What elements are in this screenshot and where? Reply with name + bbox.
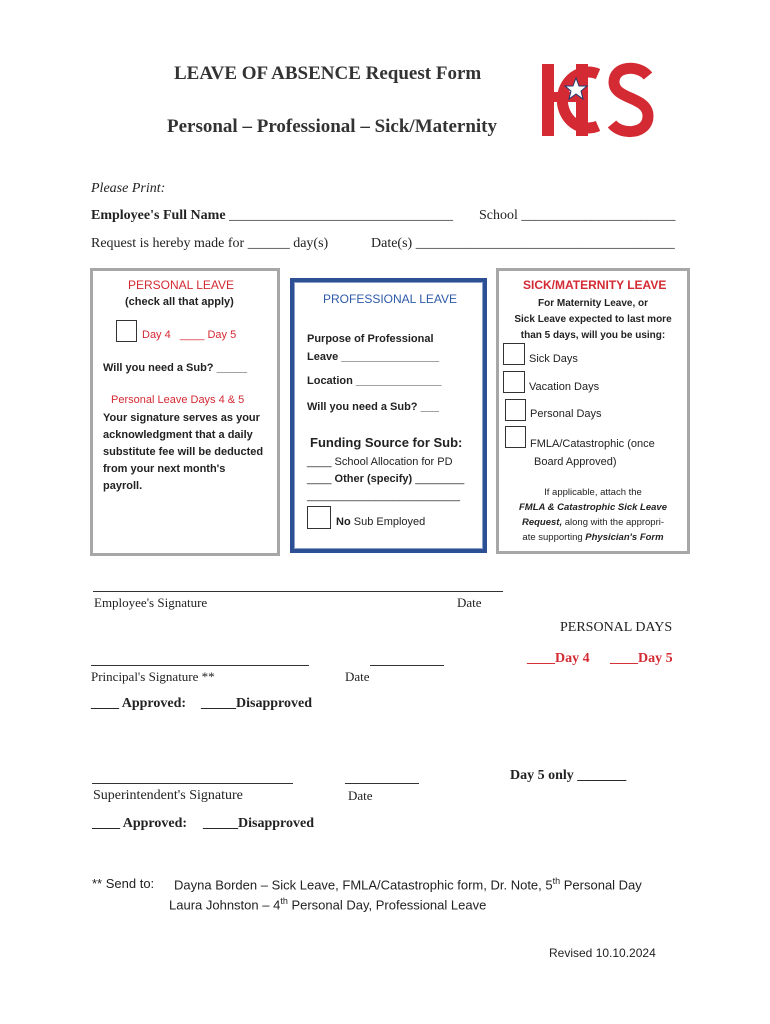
- other-line: ________: [415, 473, 465, 485]
- superintendent-signature-label: Superintendent's Signature: [93, 788, 243, 803]
- super-disapproved-field[interactable]: [203, 816, 314, 832]
- check-all-label: (check all that apply): [125, 296, 234, 308]
- body-line: substitute fee will be deducted: [103, 446, 264, 458]
- superintendent-signature-line[interactable]: [92, 783, 293, 784]
- personal-days-title: Personal Leave Days 4 & 5: [111, 394, 245, 406]
- funding-options: [307, 454, 464, 505]
- vacation-days-label: Vacation Days: [529, 381, 600, 393]
- sick-leave-title: SICK/MATERNITY LEAVE: [523, 278, 667, 292]
- sick-days-label: Sick Days: [529, 353, 578, 365]
- principal-date-line[interactable]: [370, 665, 444, 666]
- personal-days-heading: PERSONAL DAYS: [560, 620, 673, 635]
- approved-blank: ____: [91, 696, 119, 711]
- day5-field[interactable]: ____: [179, 329, 205, 341]
- request-row: [91, 236, 328, 252]
- pd-day5-field[interactable]: [610, 651, 673, 667]
- sick-days-checkbox[interactable]: [503, 343, 525, 365]
- note-line: FMLA & Catastrophic Sick Leave: [519, 502, 667, 513]
- body-line: payroll.: [103, 480, 143, 492]
- body-line: acknowledgment that a daily: [103, 429, 253, 441]
- disapproved-label: Disapproved: [238, 816, 314, 831]
- fmla-note: [499, 485, 687, 545]
- purpose-line: Leave ________________: [307, 351, 440, 363]
- intro-line: For Maternity Leave, or: [537, 298, 649, 309]
- other-field[interactable]: [307, 471, 464, 488]
- superintendent-date-line[interactable]: [345, 783, 419, 784]
- purpose-line: Purpose of Professional: [307, 333, 434, 345]
- no-sub-checkbox[interactable]: [307, 506, 331, 529]
- dates-field[interactable]: _____________________________________: [415, 236, 675, 251]
- employee-name-row: [91, 208, 453, 224]
- days-label: day(s): [293, 236, 329, 251]
- form-subtitle: Personal – Professional – Sick/Maternity: [167, 116, 498, 137]
- approved-label: Approved:: [121, 696, 187, 711]
- professional-need-sub[interactable]: Will you need a Sub? ___: [307, 401, 439, 413]
- day4-checkbox[interactable]: [116, 320, 137, 342]
- principal-signature-label: Principal's Signature **: [91, 669, 215, 684]
- please-print-label: Please Print:: [91, 181, 166, 196]
- funding-title: Funding Source for Sub:: [310, 435, 463, 450]
- no-label: No: [336, 516, 351, 528]
- vacation-days-checkbox[interactable]: [503, 371, 525, 393]
- other-label: Other (specify): [334, 473, 413, 485]
- personal-leave-title: PERSONAL LEAVE: [128, 278, 235, 292]
- disapproved-blank: _____: [203, 816, 238, 831]
- request-label: Request is hereby made for: [91, 236, 245, 251]
- send-to-line1: Dayna Borden – Sick Leave, FMLA/Catastrophic form, Dr. Note, 5th Personal Day: [174, 876, 642, 893]
- day5-label: Day 5: [207, 329, 237, 341]
- pd-day4-label: Day 4: [555, 651, 590, 666]
- employee-signature-line[interactable]: [93, 591, 503, 592]
- other-specify-line[interactable]: _________________________: [307, 490, 460, 502]
- personal-days-checkbox[interactable]: [505, 399, 526, 421]
- fmla-line: FMLA/Catastrophic (once: [530, 438, 655, 450]
- intro-line: Sick Leave expected to last more: [514, 314, 672, 325]
- personal-days-label: Personal Days: [530, 408, 602, 420]
- employee-signature-label: Employee's Signature: [94, 595, 208, 610]
- revised-date: Revised 10.10.2024: [549, 946, 656, 960]
- principal-date-label: Date: [345, 669, 370, 684]
- send-to-line2: Laura Johnston – 4th Personal Day, Professional Leave: [169, 896, 487, 913]
- note-line: If applicable, attach the: [544, 487, 642, 498]
- dates-label: Date(s): [371, 236, 413, 251]
- note-line: ate supporting Physician's Form: [522, 532, 664, 543]
- principal-approved-field[interactable]: [91, 696, 186, 712]
- approved-blank: ____: [92, 816, 120, 831]
- other-blank: ____: [307, 473, 332, 485]
- send-to-label: ** Send to:: [92, 876, 155, 891]
- employee-name-field[interactable]: ________________________________: [229, 208, 454, 223]
- principal-disapproved-field[interactable]: [201, 696, 312, 712]
- pd-day4-field[interactable]: [527, 651, 590, 667]
- sick-leave-intro: [499, 296, 687, 344]
- body-line: from your next month's: [103, 463, 226, 475]
- disapproved-blank: _____: [201, 696, 236, 711]
- super-approved-field[interactable]: [92, 816, 187, 832]
- professional-leave-title: PROFESSIONAL LEAVE: [323, 292, 458, 306]
- day5-only-field[interactable]: Day 5 only _______: [510, 768, 627, 783]
- day4-label: Day 4: [142, 329, 171, 341]
- personal-leave-body: [103, 410, 263, 495]
- note-line: Request, along with the appropri-: [521, 517, 665, 528]
- employee-name-label: Employee's Full Name: [91, 208, 226, 223]
- personal-day-options: [142, 329, 236, 341]
- location-field[interactable]: Location ______________: [307, 375, 442, 387]
- body-line: Your signature serves as your: [103, 412, 260, 424]
- school-allocation-field[interactable]: ____ School Allocation for PD: [307, 456, 453, 468]
- sub-employed-label: Sub Employed: [353, 516, 426, 528]
- school-row: [479, 208, 675, 224]
- intro-line: than 5 days, will you be using:: [520, 330, 666, 341]
- pd-day5-blank: ____: [610, 651, 638, 666]
- principal-signature-line[interactable]: [91, 665, 309, 666]
- form-title: LEAVE OF ABSENCE Request Form: [174, 63, 482, 84]
- school-label: School: [479, 208, 518, 223]
- employee-date-label: Date: [457, 595, 482, 610]
- approved-label: Approved:: [122, 816, 188, 831]
- disapproved-label: Disapproved: [236, 696, 312, 711]
- personal-need-sub[interactable]: Will you need a Sub? _____: [103, 362, 248, 374]
- dates-row: [371, 236, 675, 252]
- days-count-field[interactable]: ______: [247, 236, 290, 251]
- superintendent-date-label: Date: [348, 788, 373, 803]
- fmla-label: [530, 435, 655, 471]
- fmla-line: Board Approved): [534, 456, 617, 468]
- pd-day5-label: Day 5: [638, 651, 673, 666]
- pd-day4-blank: ____: [527, 651, 555, 666]
- fmla-checkbox[interactable]: [505, 426, 526, 448]
- no-sub-label: [336, 516, 425, 528]
- school-logo: [538, 60, 654, 140]
- school-field[interactable]: ______________________: [521, 208, 676, 223]
- purpose-field[interactable]: [307, 330, 439, 366]
